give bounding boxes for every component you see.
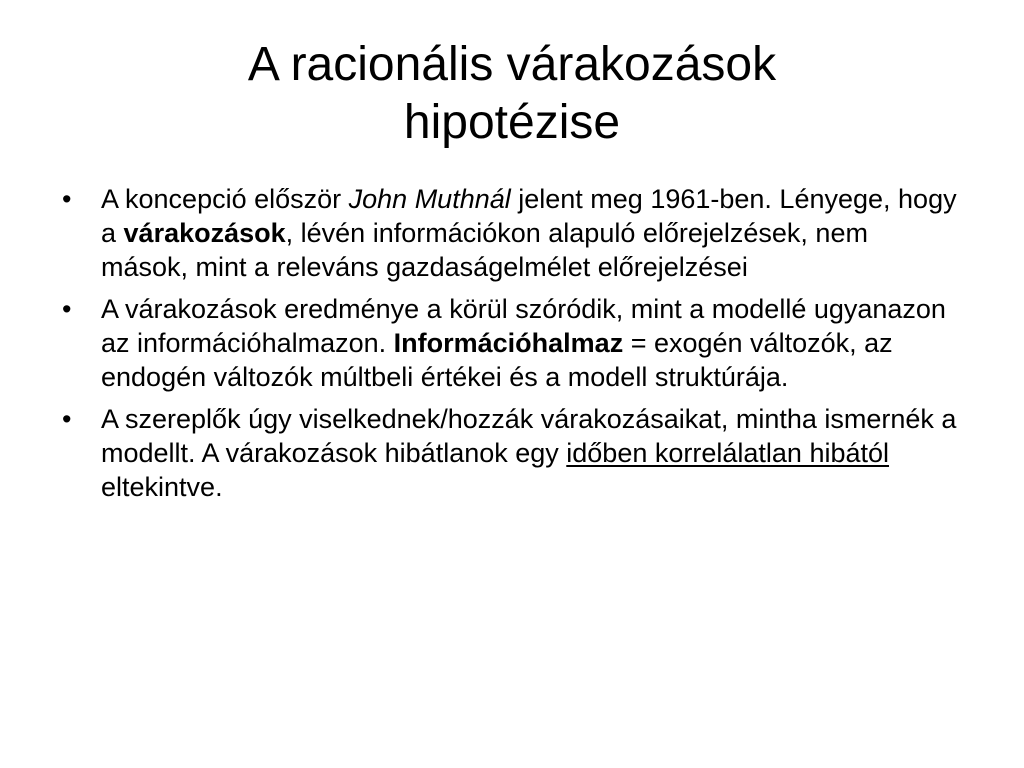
slide-title-line-2: hipotézise bbox=[403, 96, 621, 149]
bullet-1-text: A koncepció először bbox=[101, 184, 349, 214]
bullet-2-text: A várakozások eredménye a körül szóródik, mint a modellé ugyanazon az információhalmazon. bbox=[101, 294, 946, 358]
bullet-item-3 bbox=[60, 402, 960, 504]
bullet-item-2 bbox=[60, 292, 960, 394]
bullet-1-text-cont: jelent meg 1961-ben. Lényege, hogy a bbox=[101, 184, 957, 248]
bullet-3-text: A szereplők úgy viselkednek/hozzák várakozásaikat, mintha ismernék a modellt. A várakozások hibátlanok egy bbox=[101, 404, 957, 468]
bullet-item-1 bbox=[60, 182, 960, 284]
bullet-1-text-end: , lévén információkon alapuló előrejelzések, nem mások, mint a releváns gazdaságelmélet előrejelzései bbox=[101, 218, 868, 282]
bullet-dot-icon: • bbox=[62, 184, 72, 214]
bullet-2-text-end: = exogén változók, az endogén változók múltbeli értékei és a modell struktúrája. bbox=[101, 328, 893, 392]
slide-title-line-1: A racionális várakozások bbox=[247, 38, 777, 91]
bullet-2-bold-term: Információhalmaz bbox=[393, 328, 624, 358]
bullet-dot-icon: • bbox=[62, 294, 72, 324]
bullet-1-bold-term: várakozások bbox=[123, 218, 286, 248]
bullet-dot-icon: • bbox=[62, 404, 72, 434]
bullet-3-underlined-term: időben korrelálatlan hibától bbox=[566, 438, 890, 468]
slide-title bbox=[60, 36, 964, 152]
bullet-1-italic-name: John Muthnál bbox=[348, 184, 511, 214]
bullet-3-text-end: eltekintve. bbox=[101, 472, 223, 502]
bullet-list bbox=[60, 182, 960, 512]
